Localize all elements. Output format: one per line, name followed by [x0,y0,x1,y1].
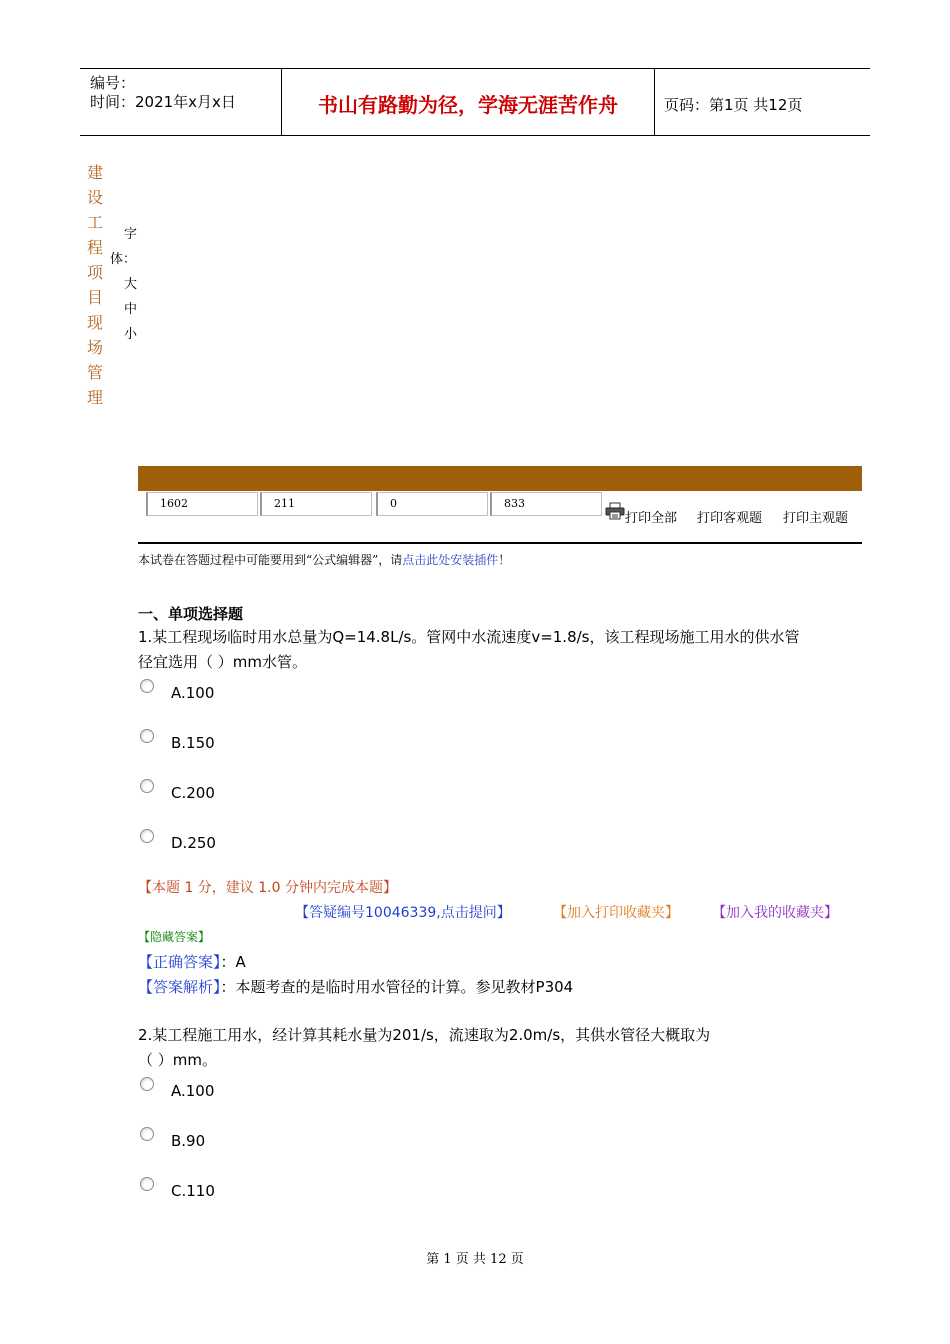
stat-box: 833 [490,492,602,516]
header-page-number: 页码：第1页 共12页 [664,96,803,114]
plugin-notice [138,551,510,568]
header-top-rule [80,68,870,69]
course-title-vertical [84,160,106,410]
course-title-char: 建 [86,163,103,182]
q2-option-a-radio[interactable] [140,1077,154,1091]
q2-option-a-label[interactable]: A.100 [171,1082,215,1100]
question-1-text [138,625,863,675]
q2-option-c-radio[interactable] [140,1177,154,1191]
print-subjective-link[interactable]: 打印主观题 [783,511,849,526]
header-divider-right [654,68,655,136]
exam-header-bar [138,466,862,491]
print-objective-link[interactable]: 打印客观题 [697,511,763,526]
course-title-char: 理 [86,388,103,407]
course-title-char: 现 [86,313,103,332]
font-size-large-link[interactable]: 大 [124,277,138,292]
q2-option-b-radio[interactable] [140,1127,154,1141]
q1-option-a-radio[interactable] [140,679,154,693]
doc-number-label: 编号： [90,74,136,92]
course-title-char: 管 [86,363,103,382]
install-plugin-link[interactable]: 点击此处安装插件 [402,553,499,567]
section-separator [138,542,862,544]
page-footer: 第 1 页 共 12 页 [426,1252,524,1267]
question-1-line-2: 径宜选用（ ）mm水管。 [138,653,307,671]
q1-add-my-favorites-link[interactable]: 【加入我的收藏夹】 [712,905,838,921]
q1-option-c-radio[interactable] [140,779,154,793]
course-title-char: 目 [86,288,103,307]
plugin-notice-text: 本试卷在答题过程中可能要用到“公式编辑器”，请 [138,553,403,567]
question-2-text [138,1023,863,1073]
q1-score-note: 【本题 1 分，建议 1.0 分钟内完成本题】 [138,880,397,896]
plugin-notice-end: ！ [498,553,511,567]
q2-option-b-label[interactable]: B.90 [171,1132,206,1150]
q1-analysis-value: ：本题考查的是临时用水管径的计算。参见教材P304 [220,978,574,996]
doc-time-label: 时间：2021年x月x日 [90,93,236,111]
q1-answer-analysis [138,976,573,997]
section-title: 一、单项选择题 [138,605,244,623]
q2-option-c-label[interactable]: C.110 [171,1182,215,1200]
q1-correct-answer-key: 【正确答案】 [138,953,221,971]
q1-option-d-radio[interactable] [140,829,154,843]
q1-correct-answer [138,951,246,972]
course-title-char: 程 [86,238,103,257]
course-title-char: 项 [86,263,103,282]
question-1-line-1: 1.某工程现场临时用水总量为Q=14.8L/s。管网中水流速度v=1.8/s，该工程现场施工用水的供水管 [138,628,800,646]
header-motto: 书山有路勤为径，学海无涯苦作舟 [318,93,618,117]
print-all-link[interactable]: 打印全部 [625,511,678,526]
stat-box: 0 [376,492,488,516]
question-2-line-1: 2.某工程施工用水，经计算其耗水量为201/s，流速取为2.0m/s，其供水管径大概取为 [138,1026,711,1044]
q1-option-b-label[interactable]: B.150 [171,734,215,752]
q1-correct-answer-value: ：A [220,953,246,971]
stat-box: 211 [260,492,372,516]
q1-option-c-label[interactable]: C.200 [171,784,215,802]
question-2-line-2: （ ）mm。 [138,1051,217,1069]
q1-option-d-label[interactable]: D.250 [171,834,216,852]
course-title-char: 场 [86,338,103,357]
stat-box: 1602 [146,492,258,516]
q1-ask-question-link[interactable]: 【答疑编号10046339,点击提问】 [295,905,511,921]
header-bottom-rule [80,135,870,136]
font-size-medium-link[interactable]: 中 [124,302,138,317]
font-size-label-2: 体： [110,252,137,267]
font-size-small-link[interactable]: 小 [124,327,138,342]
font-size-label-1: 字 [124,227,138,242]
course-title-char: 设 [86,188,103,207]
course-title-char: 工 [86,213,103,232]
q1-analysis-key: 【答案解析】 [138,978,221,996]
printer-icon[interactable] [605,502,625,524]
q1-add-print-favorites-link[interactable]: 【加入打印收藏夹】 [553,905,679,921]
q1-option-b-radio[interactable] [140,729,154,743]
q1-option-a-label[interactable]: A.100 [171,684,215,702]
q1-hide-answer-link[interactable]: 【隐藏答案】 [138,930,211,944]
